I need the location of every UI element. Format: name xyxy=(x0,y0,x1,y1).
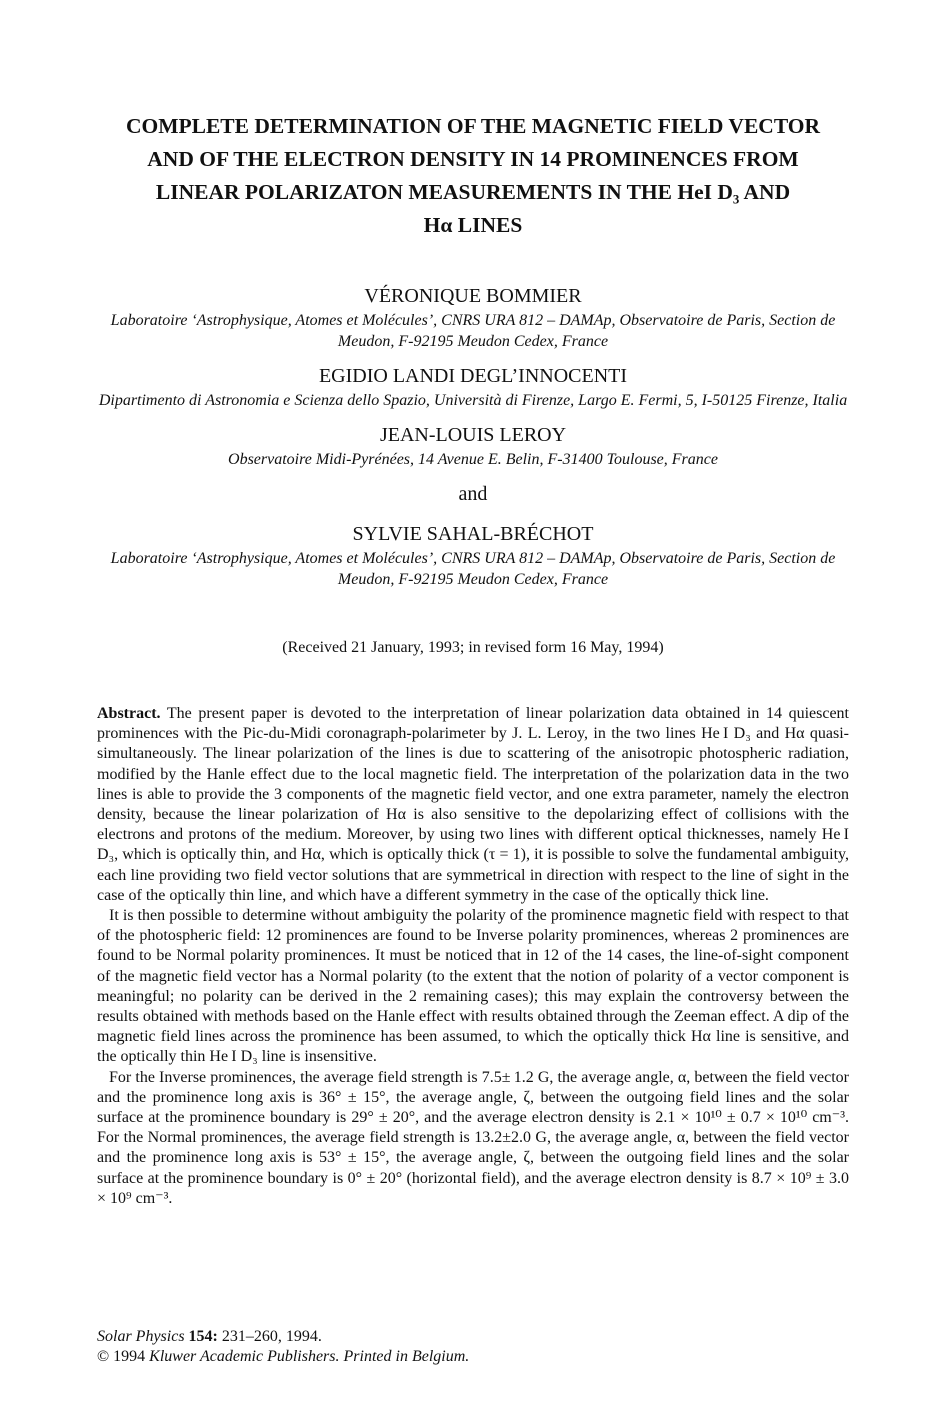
title-line: Hα LINES xyxy=(423,213,523,237)
author xyxy=(80,421,866,470)
author-affiliation: Laboratoire ‘Astrophysique, Atomes et Molécules’, CNRS URA 812 – DAMAp, Observatoire de Paris, Section de Meudon, F-92195 Meudon Cedex, France xyxy=(110,312,836,350)
author xyxy=(80,520,866,590)
publisher: Kluwer Academic Publishers. Printed in Belgium. xyxy=(149,1348,470,1365)
author-name: SYLVIE SAHAL-BRÉCHOT xyxy=(352,523,594,545)
author-name: VÉRONIQUE BOMMIER xyxy=(364,285,582,307)
author xyxy=(80,282,866,352)
author-affiliation: Dipartimento di Astronomia e Scienza dello Spazio, Università di Firenze, Largo E. Fermi, 5, I-50125 Firenze, Italia xyxy=(98,392,848,409)
author-name: EGIDIO LANDI DEGL’INNOCENTI xyxy=(318,365,628,387)
abstract-label: Abstract. xyxy=(97,705,161,722)
title-line: AND OF THE ELECTRON DENSITY IN 14 PROMINENCES FROM xyxy=(147,147,799,171)
copyright-icon: © xyxy=(97,1348,110,1365)
abstract-text: The present paper is devoted to the interpretation of linear polarization data obtained in 14 quiescent prominences with the Pic-du-Midi coronagraph-polarimeter by J. L. Leroy, in the two lines He I D₃ and Hα quasi-simultaneously. The linear polarization of the lines is due to scattering of the anisotropic photospheric radiation, modified by the Hanle effect due to the local magnetic field. The interpretation of the polarization data in the two lines is able to provide the 3 components of the magnetic field vector, and one extra parameter, namely the electron density, because the linear polarization of Hα is also sensitive to the depolarizing effect of collisions with the electrons and protons of the medium. Moreover, by using two lines with different optical thicknesses, namely He I D₃, which is optically thin, and Hα, which is optically thick (τ = 1), it is possible to solve the fundamental ambiguity, each line providing two field vector solutions that are symmetrical in direction with respect to the line of sight in the case of the optically thin line, and which have a different symmetry in the case of the optically thick line. xyxy=(97,705,849,904)
author-affiliation: Observatoire Midi-Pyrénées, 14 Avenue E. Belin, F-31400 Toulouse, France xyxy=(228,451,718,468)
title-line: LINEAR POLARIZATON MEASUREMENTS IN THE HeI D₃ AND xyxy=(155,180,791,204)
journal-volume: 154: xyxy=(188,1328,218,1345)
paper-title xyxy=(80,110,866,242)
citation-line xyxy=(97,1327,849,1347)
author-name: JEAN-LOUIS LEROY xyxy=(379,424,567,446)
journal-pages: 231–260, 1994. xyxy=(221,1328,322,1345)
copyright-year: 1994 xyxy=(113,1348,146,1365)
author-block xyxy=(80,282,866,600)
abstract xyxy=(97,704,849,1209)
author xyxy=(80,362,866,411)
abstract-paragraph: For the Inverse prominences, the average field strength is 7.5± 1.2 G, the average angle, α, between the field vector and the prominence long axis is 36° ± 15°, the average angle, ζ, between the outgoing field lines and the solar surface at the prominence boundary is 29° ± 20°, and the average electron density is 2.1 × 10¹⁰ ± 0.7 × 10¹⁰ cm⁻³. For the Normal prominences, the average field strength is 13.2±2.0 G, the average angle, α, between the field vector and the prominence long axis is 53° ± 15°, the average angle, ζ, between the outgoing field lines and the solar surface at the prominence boundary is 0° ± 20° (horizontal field), and the average electron density is 8.7 × 10⁹ ± 3.0 × 10⁹ cm⁻³. xyxy=(97,1068,849,1207)
received-dates: (Received 21 January, 1993; in revised form 16 May, 1994) xyxy=(282,639,664,656)
author-conjunction: and xyxy=(458,483,488,505)
abstract-paragraph xyxy=(97,704,849,906)
journal-name: Solar Physics xyxy=(97,1328,185,1345)
abstract-paragraph: It is then possible to determine without ambiguity the polarity of the prominence magnetic field with respect to that of the photospheric field: 12 prominences are found to be Inverse polarity prominences, whereas 2 prominences are found to be Normal polarity prominences. It must be noticed that in 12 of the 14 cases, the line-of-sight component of the magnetic field vector has a Normal polarity (to the extent that the notion of polarity of a vector component is meaningful; no polarity can be derived in the 2 remaining cases); this may explain the controversy between the results obtained with methods based on the Hanle effect with results obtained through the Zeeman effect. A dip of the magnetic field lines across the prominence has been assumed, to which the optically thick Hα line is sensitive, and the optically thin He I D₃ line is insensitive. xyxy=(97,907,849,1066)
copyright-line xyxy=(97,1347,849,1367)
author-affiliation: Laboratoire ‘Astrophysique, Atomes et Molécules’, CNRS URA 812 – DAMAp, Observatoire de Paris, Section de Meudon, F-92195 Meudon Cedex, France xyxy=(110,550,836,588)
title-line: COMPLETE DETERMINATION OF THE MAGNETIC FIELD VECTOR xyxy=(125,114,821,138)
publication-footer xyxy=(97,1327,849,1367)
